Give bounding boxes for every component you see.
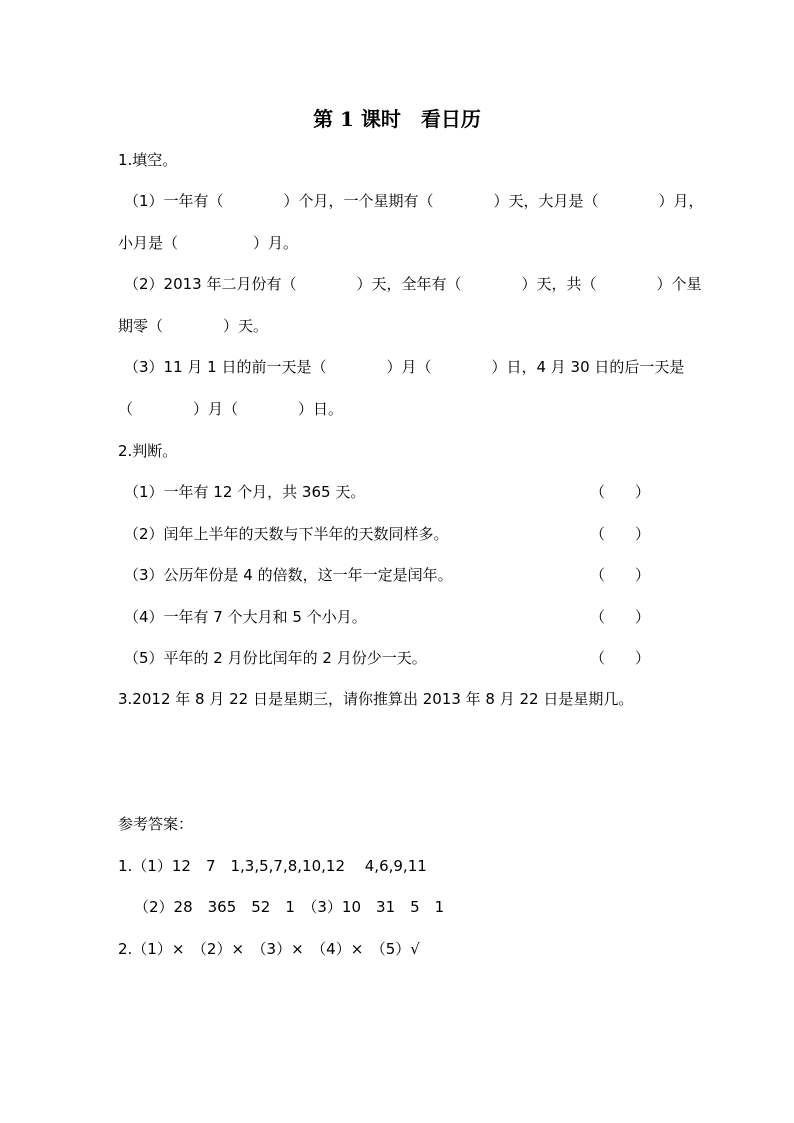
judgment-answer-blank-3: （ ） [590, 566, 651, 584]
judgment-answer-blank-1: （ ） [590, 483, 651, 501]
judgment-item-1: （1）一年有 12 个月，共 365 天。 [124, 483, 366, 501]
question-3: 3.2012 年 8 月 22 日是星期三，请你推算出 2013 年 8 月 22 日是星期几。 [118, 690, 634, 708]
question-1-line-2: 小月是（ ）月。 [118, 234, 299, 252]
question-1-line-3: （2）2013 年二月份有（ ）天，全年有（ ）天，共（ ）个星 [124, 275, 702, 293]
judgment-item-3: （3）公历年份是 4 的倍数，这一年一定是闰年。 [124, 566, 453, 584]
judgment-item-5: （5）平年的 2 月份比闰年的 2 月份少一天。 [124, 649, 427, 667]
judgment-answer-blank-4: （ ） [590, 608, 651, 626]
question-1-heading: 1.填空。 [118, 151, 178, 169]
answer-1-part-2: （2）28 365 52 1 （3）10 31 5 1 [134, 898, 445, 916]
answers-heading: 参考答案： [118, 815, 194, 833]
question-2-heading: 2.判断。 [118, 442, 178, 460]
judgment-item-4: （4）一年有 7 个大月和 5 个小月。 [124, 608, 367, 626]
judgment-item-2: （2）闰年上半年的天数与下半年的天数同样多。 [124, 525, 449, 543]
question-1-line-4: 期零（ ）天。 [118, 317, 269, 335]
page-title: 第 1 课时 看日历 [313, 107, 481, 131]
question-1-line-5: （3）11 月 1 日的前一天是（ ）月（ ）日，4 月 30 日的后一天是 [124, 358, 685, 376]
answer-2: 2.（1）× （2）× （3）× （4）× （5）√ [118, 940, 420, 958]
answer-1-part-1: 1.（1）12 7 1,3,5,7,8,10,12 4,6,9,11 [118, 857, 427, 875]
question-1-line-1: （1）一年有（ ）个月，一个星期有（ ）天，大月是（ ）月， [124, 192, 704, 210]
judgment-answer-blank-5: （ ） [590, 649, 651, 667]
judgment-answer-blank-2: （ ） [590, 525, 651, 543]
question-1-line-6: （ ）月（ ）日。 [118, 400, 344, 418]
